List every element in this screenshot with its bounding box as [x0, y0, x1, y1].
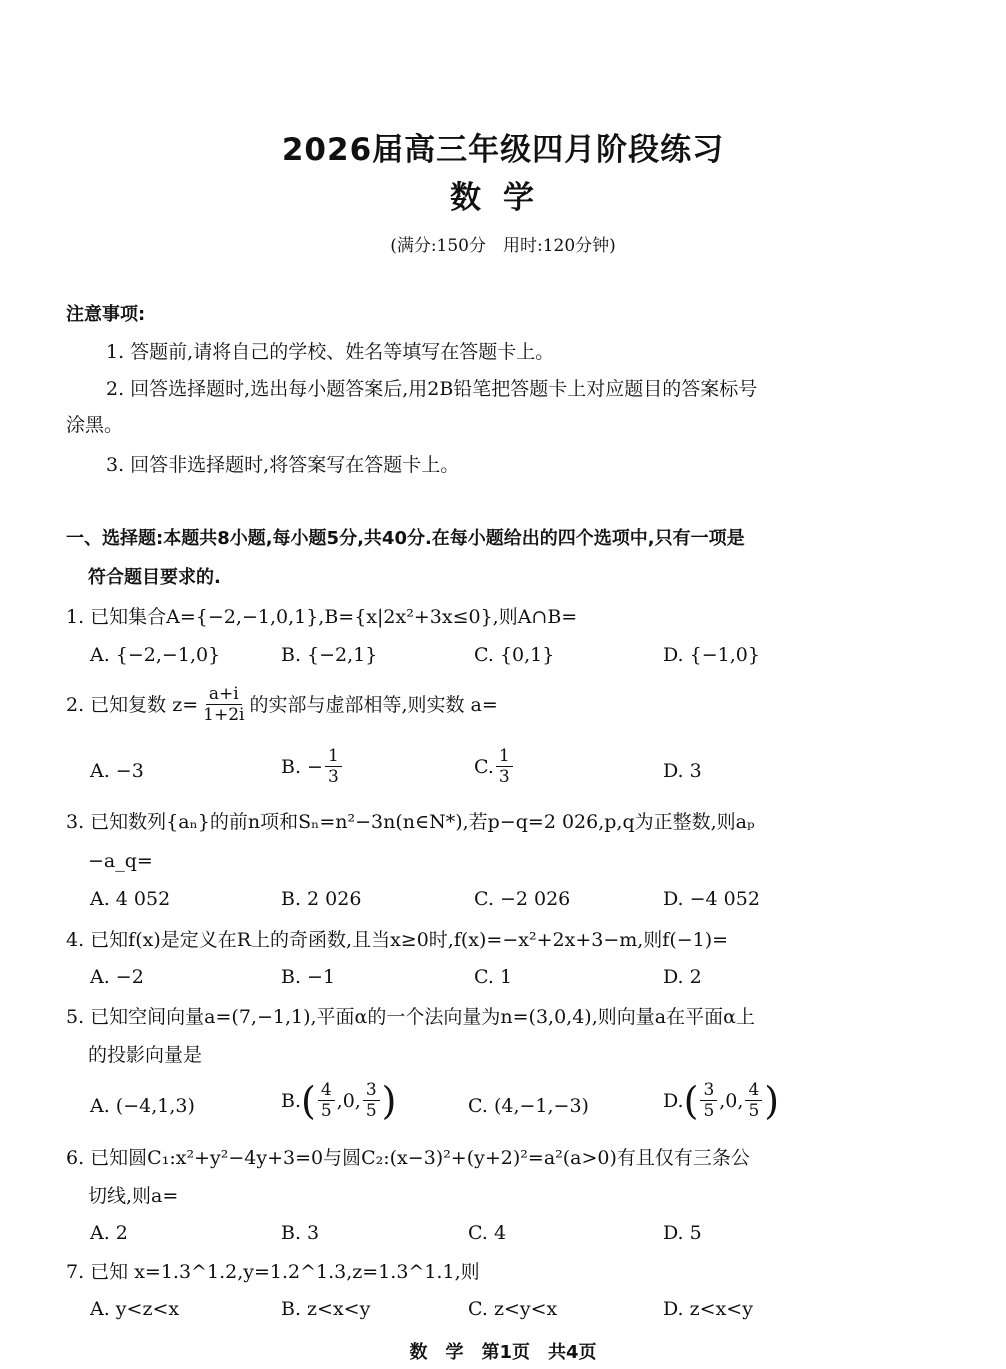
question-7-option-b[interactable]: B. z<x<y — [281, 1298, 371, 1320]
question-4-stem: 4. 已知f(x)是定义在R上的奇函数,且当x≥0时,f(x)=−x²+2x+3−m,则f(−1)= — [66, 929, 729, 951]
question-5-option-a[interactable]: A. (−4,1,3) — [90, 1095, 195, 1117]
question-5-option-d[interactable] — [663, 1080, 779, 1121]
question-1-option-a[interactable]: A. {−2,−1,0} — [90, 644, 221, 666]
question-7-stem: 7. 已知 x=1.3^1.2,y=1.2^1.3,z=1.3^1.1,则 — [66, 1261, 480, 1283]
left-paren-icon: ( — [683, 1078, 699, 1123]
notice-item-2-cont: 涂黑。 — [66, 414, 124, 436]
question-5-option-d-label: D. — [663, 1089, 684, 1112]
page-footer: 数 学 第1页 共4页 — [409, 1342, 597, 1363]
section-heading: 一、选择题:本题共8小题,每小题5分,共40分.在每小题给出的四个选项中,只有一项是 — [66, 528, 745, 549]
question-5-option-b-mid: ,0, — [336, 1089, 361, 1112]
question-4-option-d[interactable]: D. 2 — [663, 966, 702, 988]
notice-item-1: 1. 答题前,请将自己的学校、姓名等填写在答题卡上。 — [106, 341, 555, 363]
question-5-option-d-num2: 4 — [745, 1080, 762, 1101]
question-2-stem-post: 的实部与虚部相等,则实数 a= — [249, 693, 498, 716]
question-5-stem: 5. 已知空间向量a=(7,−1,1),平面α的一个法向量为n=(3,0,4),则向量a在平面α上 — [66, 1006, 755, 1028]
subject-title: 数学 — [450, 180, 556, 216]
question-2-option-c-label: C. — [474, 755, 494, 778]
question-1-stem: 1. 已知集合A={−2,−1,0,1},B={x|2x²+3x≤0},则A∩B= — [66, 606, 578, 628]
question-7-option-c[interactable]: C. z<y<x — [468, 1298, 558, 1320]
question-2-option-c[interactable] — [474, 746, 515, 787]
question-2-fraction-num: a+i — [206, 684, 242, 705]
question-2-stem — [66, 684, 498, 725]
question-6-option-b[interactable]: B. 3 — [281, 1222, 320, 1244]
question-3-option-c[interactable]: C. −2 026 — [474, 888, 571, 910]
question-2-fraction — [200, 684, 247, 725]
question-7-option-d[interactable]: D. z<x<y — [663, 1298, 753, 1320]
question-2-option-b[interactable] — [281, 746, 344, 787]
question-2-stem-pre: 2. 已知复数 z= — [66, 693, 199, 716]
question-3-option-a[interactable]: A. 4 052 — [90, 888, 171, 910]
question-4-option-c[interactable]: C. 1 — [474, 966, 513, 988]
question-5-option-d-mid: ,0, — [719, 1089, 744, 1112]
question-4-option-a[interactable]: A. −2 — [90, 966, 144, 988]
question-3-option-b[interactable]: B. 2 026 — [281, 888, 362, 910]
question-3-option-d[interactable]: D. −4 052 — [663, 888, 760, 910]
question-7-option-a[interactable]: A. y<z<x — [90, 1298, 180, 1320]
question-6-option-a[interactable]: A. 2 — [90, 1222, 128, 1244]
question-2-option-b-den: 3 — [327, 767, 339, 787]
question-5-stem-cont: 的投影向量是 — [88, 1044, 203, 1066]
question-5-option-b-num1: 4 — [318, 1080, 335, 1101]
question-1-option-b[interactable]: B. {−2,1} — [281, 644, 378, 666]
question-5-option-d-den1: 5 — [703, 1101, 715, 1121]
exam-title: 2026届高三年级四月阶段练习 — [281, 132, 725, 168]
question-5-option-b-label: B. — [281, 1089, 302, 1112]
question-6-option-c[interactable]: C. 4 — [468, 1222, 507, 1244]
question-3-stem-cont: −a_q= — [88, 850, 153, 872]
question-5-option-d-num1: 3 — [700, 1080, 717, 1101]
question-2-option-a[interactable]: A. −3 — [90, 760, 144, 782]
right-paren-icon: ) — [381, 1078, 397, 1123]
exam-meta: (满分:150分 用时:120分钟) — [390, 236, 616, 256]
question-5-option-b-den1: 5 — [320, 1101, 332, 1121]
question-2-option-b-num: 1 — [325, 746, 342, 767]
question-5-option-b-den2: 5 — [365, 1101, 377, 1121]
question-6-stem: 6. 已知圆C₁:x²+y²−4y+3=0与圆C₂:(x−3)²+(y+2)²=a²(a>0)有且仅有三条公 — [66, 1147, 750, 1169]
question-2-option-c-den: 3 — [498, 767, 510, 787]
question-2-option-b-label: B. − — [281, 755, 323, 778]
question-2-option-d[interactable]: D. 3 — [663, 760, 702, 782]
question-6-stem-cont: 切线,则a= — [88, 1185, 179, 1207]
question-2-option-c-num: 1 — [496, 746, 513, 767]
question-4-option-b[interactable]: B. −1 — [281, 966, 336, 988]
question-2-fraction-den: 1+2i — [203, 705, 245, 725]
question-1-option-c[interactable]: C. {0,1} — [474, 644, 555, 666]
question-3-stem: 3. 已知数列{aₙ}的前n项和Sₙ=n²−3n(n∈N*),若p−q=2 026,p,q为正整数,则aₚ — [66, 811, 755, 833]
question-5-option-d-den2: 5 — [748, 1101, 760, 1121]
question-5-option-b[interactable] — [281, 1080, 397, 1121]
right-paren-icon: ) — [764, 1078, 780, 1123]
question-1-option-d[interactable]: D. {−1,0} — [663, 644, 760, 666]
notice-item-2: 2. 回答选择题时,选出每小题答案后,用2B铅笔把答题卡上对应题目的答案标号 — [106, 378, 758, 400]
question-5-option-c[interactable]: C. (4,−1,−3) — [468, 1095, 589, 1117]
notice-heading: 注意事项: — [66, 304, 146, 325]
section-heading-cont: 符合题目要求的. — [88, 567, 221, 588]
question-5-option-b-num2: 3 — [363, 1080, 380, 1101]
notice-item-3: 3. 回答非选择题时,将答案写在答题卡上。 — [106, 454, 460, 476]
question-6-option-d[interactable]: D. 5 — [663, 1222, 702, 1244]
left-paren-icon: ( — [301, 1078, 316, 1123]
